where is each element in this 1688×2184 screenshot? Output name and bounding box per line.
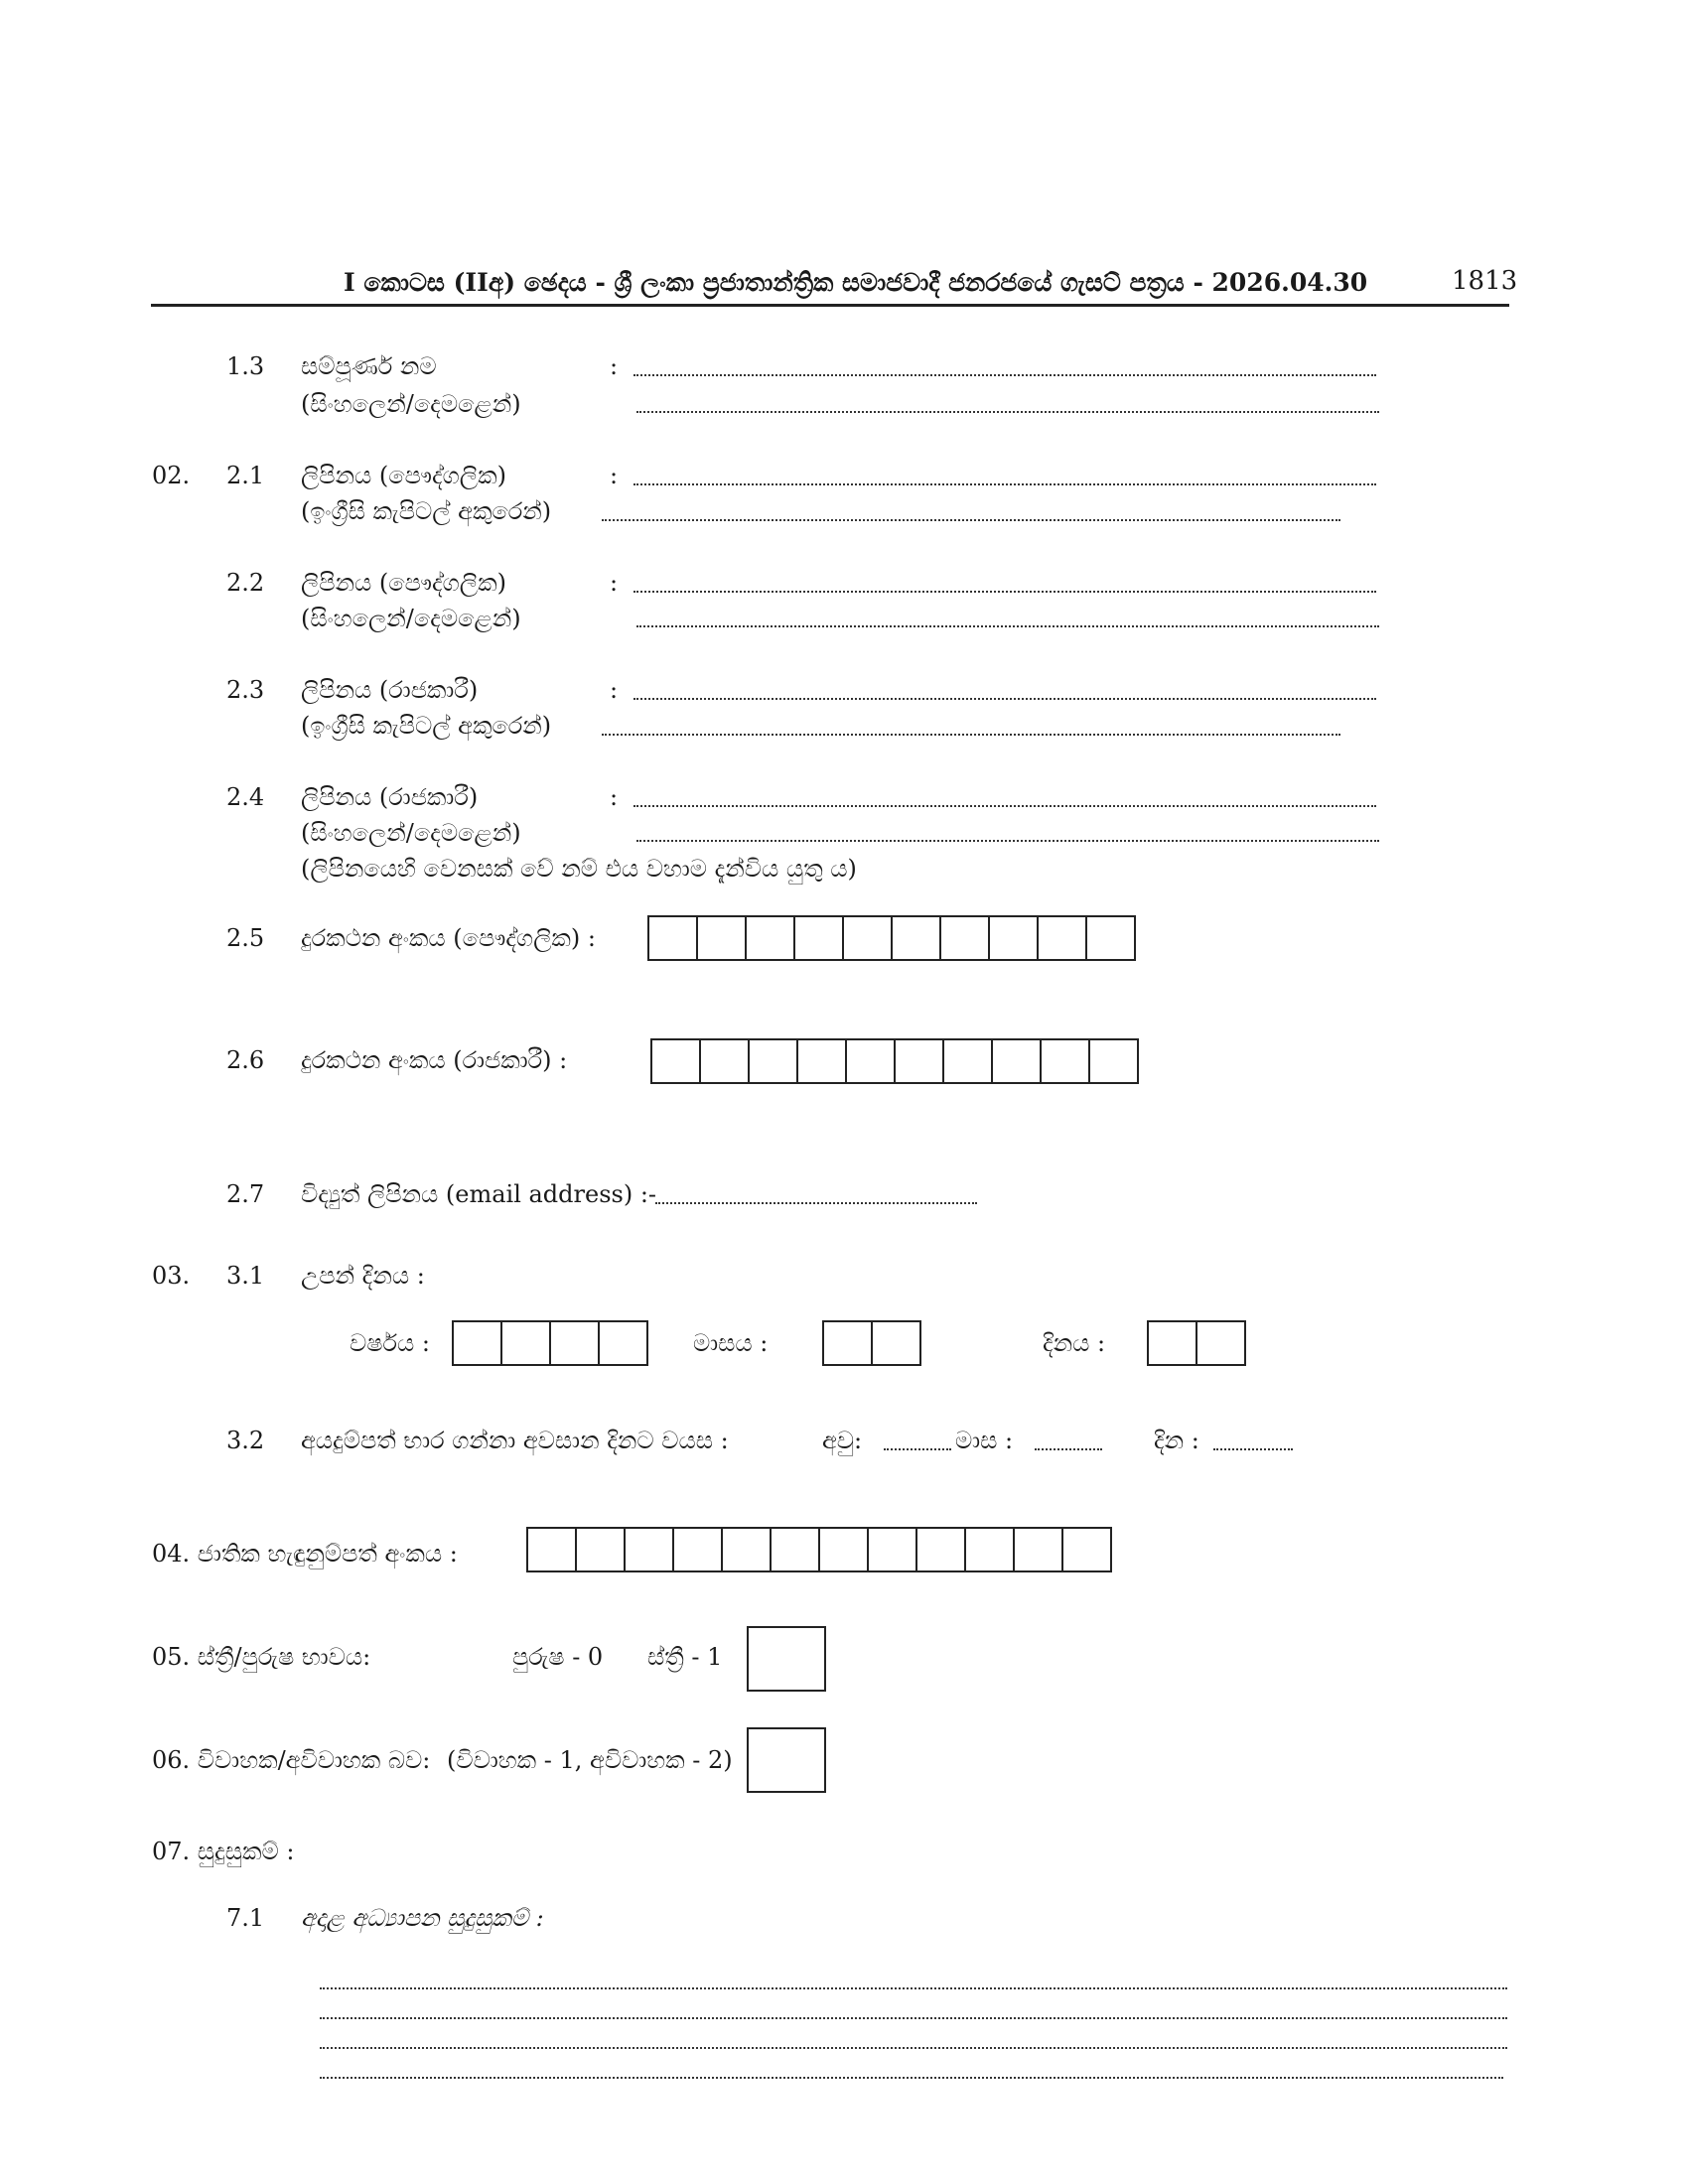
email-line[interactable] bbox=[655, 1202, 977, 1204]
gender-option-male: පුරුෂ - 0 bbox=[512, 1643, 604, 1671]
digit-box[interactable] bbox=[991, 1038, 1042, 1084]
digit-box[interactable] bbox=[575, 1527, 626, 1572]
digit-box[interactable] bbox=[822, 1320, 873, 1366]
colon: : bbox=[610, 676, 619, 704]
colon: : bbox=[610, 569, 619, 597]
education-qualifications-label: අදාළ අධ්‍යාපන සුදුසුකම් : bbox=[301, 1904, 544, 1932]
item-number-2-1: 2.1 bbox=[226, 462, 265, 489]
digit-box[interactable] bbox=[793, 915, 844, 961]
address-personal-si-line-1[interactable] bbox=[633, 591, 1376, 593]
digit-box[interactable] bbox=[818, 1527, 869, 1572]
item-number-2-3: 2.3 bbox=[226, 676, 265, 704]
colon: : bbox=[610, 783, 619, 811]
address-personal-si-sublabel: (සිංහලෙන්/දෙමළෙන්) bbox=[301, 605, 521, 632]
nic-label: 04. ජාතික හැඳුනුම්පත් අංකය : bbox=[152, 1540, 458, 1568]
digit-box[interactable] bbox=[894, 1038, 944, 1084]
digit-box[interactable] bbox=[1085, 915, 1136, 961]
digit-box[interactable] bbox=[699, 1038, 750, 1084]
qualifications-line-4[interactable] bbox=[320, 2077, 1503, 2079]
qualifications-line-2[interactable] bbox=[320, 2017, 1507, 2019]
address-official-label: ලිපිනය (රාජකාරී) bbox=[301, 783, 479, 811]
address-personal-en-sublabel: (ඉංග්‍රීසි කැපිටල් අකුරෙන්) bbox=[301, 497, 552, 525]
birth-day-label: දිනය : bbox=[1043, 1329, 1106, 1357]
item-number-1-3: 1.3 bbox=[226, 352, 265, 380]
colon: : bbox=[610, 352, 619, 380]
marital-status-options: (විවාහක - 1, අවිවාහක - 2) bbox=[447, 1746, 733, 1774]
item-number-2-2: 2.2 bbox=[226, 569, 265, 597]
address-official-en-line-1[interactable] bbox=[633, 698, 1376, 700]
header-rule bbox=[151, 304, 1509, 307]
digit-box[interactable] bbox=[867, 1527, 917, 1572]
phone-personal-label: දුරකථන අංකය (පෞද්ගලික) : bbox=[301, 924, 596, 952]
age-years-label: අවු: bbox=[822, 1427, 863, 1454]
item-number-3-1: 3.1 bbox=[226, 1262, 265, 1290]
digit-box[interactable] bbox=[770, 1527, 820, 1572]
colon: : bbox=[610, 462, 619, 489]
digit-box[interactable] bbox=[500, 1320, 551, 1366]
digit-box[interactable] bbox=[696, 915, 747, 961]
digit-box[interactable] bbox=[988, 915, 1039, 961]
digit-box[interactable] bbox=[1037, 915, 1087, 961]
page-number: 1813 bbox=[1452, 266, 1518, 296]
email-label: විද්‍යුත් ලිපිනය (email address) :- bbox=[301, 1180, 657, 1208]
digit-box[interactable] bbox=[526, 1527, 577, 1572]
gender-label: 05. ස්ත්‍රී/පුරුෂ භාවය: bbox=[152, 1643, 371, 1671]
digit-box[interactable] bbox=[647, 915, 698, 961]
phone-official-label: දුරකථන අංකය (රාජකාරී) : bbox=[301, 1046, 568, 1074]
address-official-si-line-2[interactable] bbox=[636, 840, 1379, 842]
digit-box[interactable] bbox=[748, 1038, 798, 1084]
digit-box[interactable] bbox=[845, 1038, 896, 1084]
digit-box[interactable] bbox=[964, 1527, 1015, 1572]
digit-box[interactable] bbox=[891, 915, 941, 961]
qualifications-line-1[interactable] bbox=[320, 1987, 1507, 1989]
address-personal-label: ලිපිනය (පෞද්ගලික) bbox=[301, 462, 506, 489]
age-label: අයදුම්පත් භාර ගන්නා අවසාන දිනට වයස : bbox=[301, 1427, 729, 1454]
address-change-note: (ලිපිනයෙහි වෙනසක් වේ නම් එය වහාම දැන්විය යුතු ය) bbox=[301, 855, 857, 883]
full-name-label: සම්පූර්ණ නම bbox=[301, 352, 437, 380]
address-official-si-sublabel: (සිංහලෙන්/දෙමළෙන්) bbox=[301, 819, 521, 847]
digit-box[interactable] bbox=[452, 1320, 502, 1366]
section-number-02: 02. bbox=[152, 462, 191, 489]
gender-box[interactable] bbox=[747, 1626, 826, 1692]
gazette-header-title: I කොටස (IIඅ) ඡෙදය - ශ්‍රී ලංකා ප්‍රජාතාන්ත්‍රික සමාජවාදී ජනරජයේ ගැසට් පත්‍රය - 2026.04.30 bbox=[344, 268, 1368, 297]
age-years-line[interactable] bbox=[884, 1448, 951, 1450]
digit-box[interactable] bbox=[549, 1320, 600, 1366]
full-name-line-2[interactable] bbox=[636, 411, 1379, 413]
address-official-label: ලිපිනය (රාජකාරී) bbox=[301, 676, 479, 704]
address-official-en-sublabel: (ඉංග්‍රීසි කැපිටල් අකුරෙන්) bbox=[301, 712, 552, 740]
age-months-line[interactable] bbox=[1035, 1448, 1102, 1450]
digit-box[interactable] bbox=[1196, 1320, 1246, 1366]
address-personal-en-line-1[interactable] bbox=[633, 483, 1376, 485]
digit-box[interactable] bbox=[1061, 1527, 1112, 1572]
address-official-si-line-1[interactable] bbox=[633, 805, 1376, 807]
item-number-2-7: 2.7 bbox=[226, 1180, 265, 1208]
digit-box[interactable] bbox=[1088, 1038, 1139, 1084]
digit-box[interactable] bbox=[624, 1527, 674, 1572]
item-number-3-2: 3.2 bbox=[226, 1427, 265, 1454]
nic-boxes[interactable] bbox=[526, 1527, 1112, 1572]
gender-option-female: ස්ත්‍රී - 1 bbox=[647, 1643, 723, 1671]
qualifications-label: 07. සුදුසුකම් : bbox=[152, 1838, 295, 1865]
item-number-7-1: 7.1 bbox=[226, 1904, 265, 1932]
birth-date-label: උපන් දිනය : bbox=[301, 1262, 425, 1290]
address-personal-label: ලිපිනය (පෞද්ගලික) bbox=[301, 569, 506, 597]
digit-box[interactable] bbox=[745, 915, 795, 961]
digit-box[interactable] bbox=[672, 1527, 723, 1572]
age-days-label: දින : bbox=[1154, 1427, 1199, 1454]
address-official-en-line-2[interactable] bbox=[602, 734, 1340, 736]
phone-personal-boxes[interactable] bbox=[647, 915, 1136, 961]
birth-year-boxes[interactable] bbox=[452, 1320, 648, 1366]
section-number-03: 03. bbox=[152, 1262, 191, 1290]
digit-box[interactable] bbox=[871, 1320, 921, 1366]
birth-day-boxes[interactable] bbox=[1147, 1320, 1246, 1366]
marital-status-box[interactable] bbox=[747, 1727, 826, 1793]
qualifications-line-3[interactable] bbox=[320, 2047, 1507, 2049]
birth-month-boxes[interactable] bbox=[822, 1320, 921, 1366]
item-number-2-5: 2.5 bbox=[226, 924, 265, 952]
digit-box[interactable] bbox=[1040, 1038, 1090, 1084]
digit-box[interactable] bbox=[942, 1038, 993, 1084]
item-number-2-4: 2.4 bbox=[226, 783, 265, 811]
marital-status-label: 06. විවාහක/අවිවාහක බව: bbox=[152, 1746, 431, 1774]
digit-box[interactable] bbox=[598, 1320, 648, 1366]
digit-box[interactable] bbox=[650, 1038, 701, 1084]
phone-official-boxes[interactable] bbox=[650, 1038, 1139, 1084]
digit-box[interactable] bbox=[939, 915, 990, 961]
age-months-label: මාස : bbox=[955, 1427, 1014, 1454]
item-number-2-6: 2.6 bbox=[226, 1046, 265, 1074]
digit-box[interactable] bbox=[915, 1527, 966, 1572]
digit-box[interactable] bbox=[796, 1038, 847, 1084]
digit-box[interactable] bbox=[721, 1527, 772, 1572]
digit-box[interactable] bbox=[1013, 1527, 1063, 1572]
age-days-line[interactable] bbox=[1213, 1448, 1293, 1450]
address-personal-en-line-2[interactable] bbox=[602, 519, 1340, 521]
full-name-line-1[interactable] bbox=[633, 374, 1376, 376]
full-name-sublabel: (සිංහලෙන්/දෙමළෙන්) bbox=[301, 390, 521, 418]
address-personal-si-line-2[interactable] bbox=[636, 625, 1379, 627]
birth-month-label: මාසය : bbox=[693, 1329, 769, 1357]
digit-box[interactable] bbox=[1147, 1320, 1197, 1366]
birth-year-label: වර්ෂය : bbox=[350, 1329, 430, 1357]
digit-box[interactable] bbox=[842, 915, 893, 961]
